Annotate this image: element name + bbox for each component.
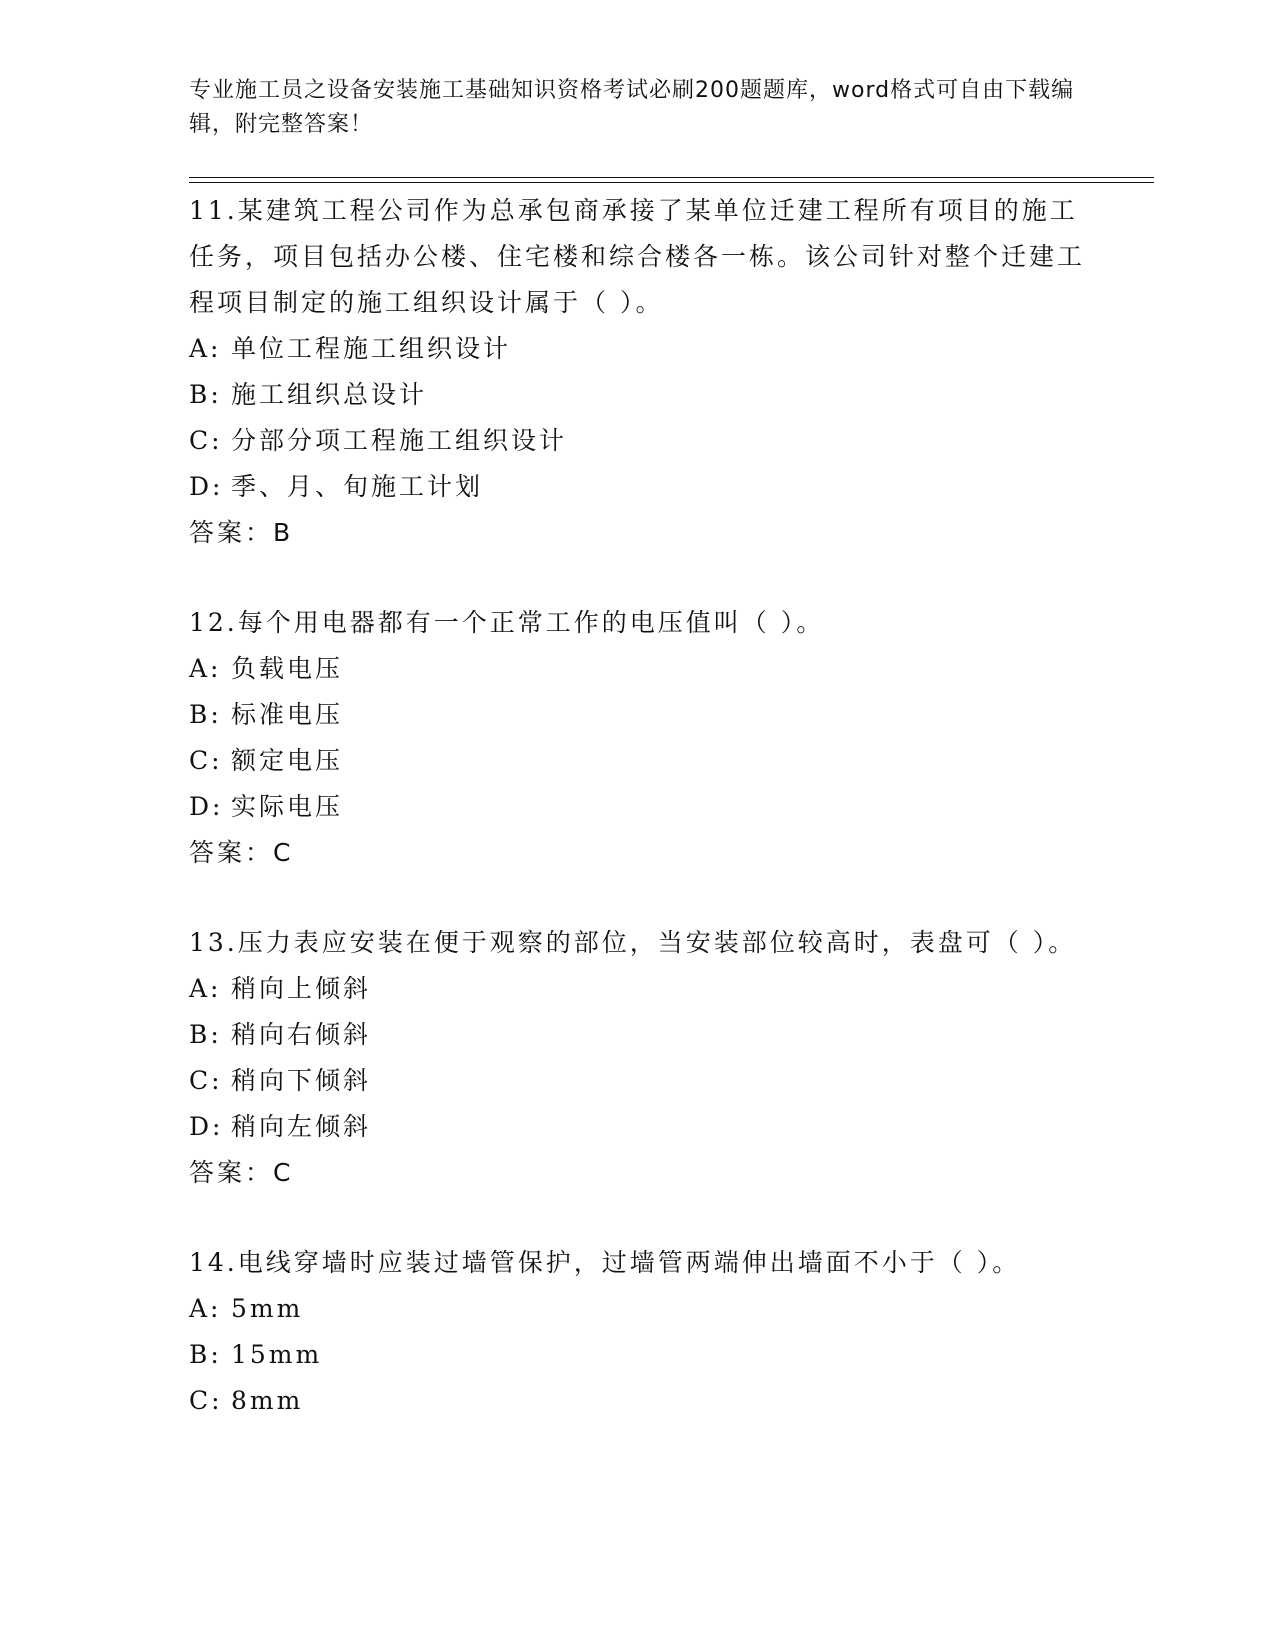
option-letter: D: xyxy=(189,472,224,501)
question-stem: 11.某建筑工程公司作为总承包商承接了某单位迁建工程所有项目的施工任务，项目包括办公楼、住宅楼和综合楼各一栋。该公司针对整个迁建工程项目制定的施工组织设计属于（ ）。 xyxy=(189,196,1086,317)
question-11 xyxy=(189,188,1089,556)
option-a xyxy=(189,966,1089,1012)
option-c xyxy=(189,1058,1089,1104)
option-letter: A: xyxy=(189,654,222,683)
option-letter: C: xyxy=(189,426,223,455)
option-c xyxy=(189,418,1089,464)
option-text: 施工组织总设计 xyxy=(231,380,428,409)
document-header: 专业施工员之设备安装施工基础知识资格考试必刷200题题库，word格式可自由下载编辑，附完整答案！ xyxy=(189,78,1075,137)
option-d xyxy=(189,1104,1089,1150)
option-text: 分部分项工程施工组织设计 xyxy=(231,426,568,455)
option-c xyxy=(189,1378,1089,1424)
option-a xyxy=(189,646,1089,692)
option-b xyxy=(189,372,1089,418)
spacer xyxy=(189,556,1089,600)
question-stem: 14.电线穿墙时应装过墙管保护，过墙管两端伸出墙面不小于（ ）。 xyxy=(189,1248,1021,1277)
option-c xyxy=(189,738,1089,784)
question-13 xyxy=(189,920,1089,1196)
option-letter: B: xyxy=(189,1340,222,1369)
option-text: 5mm xyxy=(231,1294,304,1323)
option-text: 稍向上倾斜 xyxy=(231,974,372,1003)
option-letter: A: xyxy=(189,1294,222,1323)
option-text: 8mm xyxy=(231,1386,304,1415)
option-letter: C: xyxy=(189,746,223,775)
option-text: 稍向左倾斜 xyxy=(231,1112,372,1141)
option-text: 单位工程施工组织设计 xyxy=(231,334,512,363)
question-12 xyxy=(189,600,1089,876)
option-text: 实际电压 xyxy=(231,792,344,821)
header-divider-bottom xyxy=(189,182,1154,183)
option-letter: C: xyxy=(189,1066,223,1095)
option-text: 标准电压 xyxy=(231,700,344,729)
option-letter: C: xyxy=(189,1386,223,1415)
option-letter: D: xyxy=(189,1112,224,1141)
option-letter: B: xyxy=(189,380,222,409)
option-b xyxy=(189,692,1089,738)
question-stem: 13.压力表应安装在便于观察的部位，当安装部位较高时，表盘可（ ）。 xyxy=(189,928,1077,957)
option-letter: B: xyxy=(189,700,222,729)
option-letter: B: xyxy=(189,1020,222,1049)
option-letter: A: xyxy=(189,974,222,1003)
option-d xyxy=(189,464,1089,510)
answer-line: 答案：C xyxy=(189,1158,294,1187)
question-14 xyxy=(189,1240,1089,1424)
option-text: 季、月、旬施工计划 xyxy=(231,472,484,501)
option-text: 额定电压 xyxy=(231,746,344,775)
spacer xyxy=(189,1196,1089,1240)
option-b xyxy=(189,1332,1089,1378)
answer-line: 答案：B xyxy=(189,518,294,547)
option-text: 15mm xyxy=(231,1340,323,1369)
option-text: 稍向下倾斜 xyxy=(231,1066,372,1095)
option-b xyxy=(189,1012,1089,1058)
option-letter: D: xyxy=(189,792,224,821)
option-text: 稍向右倾斜 xyxy=(231,1020,372,1049)
option-d xyxy=(189,784,1089,830)
answer-line: 答案：C xyxy=(189,838,294,867)
option-text: 负载电压 xyxy=(231,654,344,683)
option-letter: A: xyxy=(189,334,222,363)
question-list xyxy=(189,188,1089,1424)
header-divider-top xyxy=(189,177,1154,178)
question-stem: 12.每个用电器都有一个正常工作的电压值叫（ ）。 xyxy=(189,608,825,637)
option-a xyxy=(189,326,1089,372)
spacer xyxy=(189,876,1089,920)
option-a xyxy=(189,1286,1089,1332)
